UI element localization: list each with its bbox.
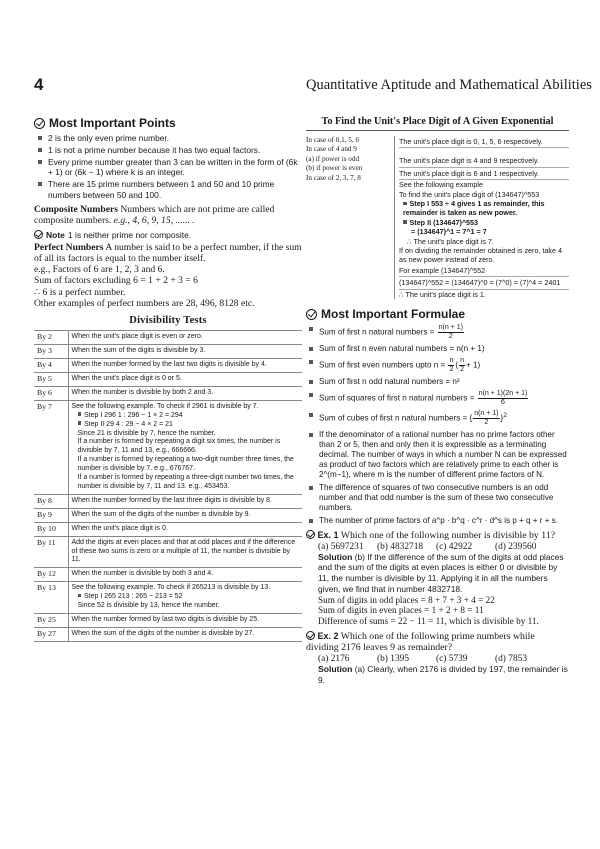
- table-row: By 4 When the number formed by the last two digits is divisible by 4.: [34, 359, 302, 373]
- perfect-example-line: Other examples of perfect numbers are 28, 496, 8128 etc.: [34, 298, 255, 310]
- list-item: The difference of squares of two consecutive numbers is an odd number and that odd number is the sum of these two consecutive numbers.: [306, 483, 569, 513]
- list-item: If the denominator of a rational number has no prime factors other than 2 or 5, then and only then it is expressible as a terminating decimal. The number of ways in which a number N can be expressed as product of two factors which are relatively prime to each other is 2^(m−1), where m is the number of different prime factors of N.: [306, 430, 569, 480]
- perfect-example-line: e.g., Factors of 6 are 1, 2, 3 and 6.: [34, 264, 165, 276]
- checkmark-icon: [34, 118, 45, 129]
- list-item: Sum of squares of first n natural numbers = $\frac{n(n + 1)(2n + 1)}{6}$: [306, 390, 569, 407]
- list-item: Sum of first n odd natural numbers = n²: [306, 377, 569, 387]
- table-row: By 5 When the unit's place digit is 0 or 5.: [34, 373, 302, 387]
- table-row: By 6 When the number is divisible by both 2 and 3.: [34, 386, 302, 400]
- important-points-list: [34, 133, 302, 200]
- fraction: $\frac{n(n + 1)}{2}$: [474, 410, 499, 427]
- formulae-heading: Most Important Formulae: [306, 307, 569, 321]
- example-2-options: (a) 2176 (b) 1395 (c) 5739 (d) 7853: [318, 653, 528, 664]
- list-item: Sum of first n even natural numbers = n(n + 1): [306, 344, 569, 354]
- table-row: By 9 When the sum of the digits of the number is divisible by 9.: [34, 508, 302, 522]
- bullet-icon: [78, 594, 82, 598]
- list-item: Sum of first even numbers upto n = $\frac{n}{2}$ ( $\frac{n}{2}$ + 1): [306, 357, 569, 374]
- example-2: Ex. 2 Which one of the following prime numbers while dividing 2176 leaves 9 as remainder?: [306, 631, 535, 654]
- page-header-title: Quantitative Aptitude and Mathematical Abilities: [306, 77, 592, 93]
- checkmark-icon: [306, 631, 315, 640]
- bullet-icon: [403, 202, 407, 206]
- solution-line: Difference of sums = 22 − 11 = 11, which is divisible by 11.: [318, 616, 539, 627]
- left-column: [34, 116, 302, 642]
- list-item: The number of prime factors of a^p · b^q · c^r · d^s is p + q + r + s.: [306, 516, 569, 526]
- list-item: Sum of first n natural numbers = $\frac{n(n + 1)}{2}$: [306, 324, 569, 341]
- solution-line: Sum of digits in even places = 1 + 2 + 8 = 11: [318, 605, 484, 616]
- perfect-example-line: Sum of factors excluding 6 = 1 + 2 + 3 = 6: [34, 275, 198, 287]
- table-row: By 11 Add the digits at even places and that at odd places and if the difference of these two sums is zero or a multiple of 11, the number is divisible by 11.: [34, 536, 302, 568]
- checkmark-icon: [34, 230, 43, 239]
- table-row: By 12 When the number is divisible by both 3 and 4.: [34, 568, 302, 582]
- table-row: By 3 When the sum of the digits is divisible by 3.: [34, 345, 302, 359]
- fraction: $\frac{n(n + 1)}{2}$: [438, 324, 463, 341]
- example-1-solution: Solution (b) If the difference of the sum of the digits at odd places and the sum of the digits at even places is either 0 or divisible by 11, the number is divisible by 11. Applying it in all the numbers given, we find that in number 4832718.: [318, 551, 564, 594]
- unit-place-table: In case of 0,1, 5, 6 In case of 4 and 9 (a) if power is odd (b) if power is even In case of 2, 3, 7, 8 The unit's place digit is 0, 1, 5, 6 respectively. The unit's place digit is 4 and 9 respectively. The unit's place digit is 6 and 1 respectively. See the following example To find the unit's place digit of (134647)^553 Step I 553 ÷ 4 gives 1 as remainder, this remainder is taken as new power. Step II (134647)^553 = (134647)^1 = 7^1 = 7 ∴ The unit's place digit is 7. If on dividing the remainder obtained is zero, take 4 as new power instead of zero. For example (134647)^552 (134647)^552 = (134647)^0 = (7^0) = (7)^4 = 2401 ∴ The unit's place digit is 1.: [306, 136, 569, 299]
- divisibility-table: [34, 330, 302, 641]
- table-row: By 8 When the number formed by the last three digits is divisible by 8.: [34, 494, 302, 508]
- list-item: There are 15 prime numbers between 1 and 50 and 10 prime numbers between 50 and 100.: [34, 179, 302, 200]
- perfect-numbers-paragraph: Perfect Numbers A number is said to be a perfect number, if the sum of all its factors is equal to the number itself.: [34, 241, 302, 264]
- example-1-options: (a) 5697231 (b) 4832718 (c) 42922 (d) 239560: [318, 541, 537, 552]
- list-item: Every prime number greater than 3 can be written in the form of (6k + 1) or (6k − 1) where k is an integer.: [34, 157, 302, 178]
- fraction: $\frac{n}{2}$: [449, 357, 454, 374]
- checkmark-icon: [306, 530, 315, 539]
- fraction: $\frac{n(n + 1)(2n + 1)}{6}$: [478, 390, 528, 407]
- table-row: By 25 When the number formed by last two digits is divisible by 25.: [34, 613, 302, 627]
- right-column: [306, 116, 569, 685]
- bullet-icon: [78, 412, 82, 416]
- formulae-list: [306, 324, 569, 526]
- table-row: By 27 When the sum of the digits of the number is divisible by 27.: [34, 627, 302, 641]
- table-row: By 2 When the unit's place digit is even or zero.: [34, 331, 302, 345]
- list-item: 2 is the only even prime number.: [34, 133, 302, 143]
- list-item: 1 is not a prime number because it has two equal factors.: [34, 145, 302, 155]
- divisibility-tests-title: Divisibility Tests: [129, 315, 207, 327]
- fraction: $\frac{n}{2}$: [460, 357, 464, 374]
- solution-line: Sum of digits in odd places = 8 + 7 + 3 + 4 = 22: [318, 594, 495, 605]
- note: Note 1 is neither prime nor composite.: [34, 230, 302, 240]
- composite-numbers-paragraph: Composite Numbers Numbers which are not prime are called composite numbers. e.g., 4, 6, 9, 15, ...... .: [34, 203, 275, 227]
- table-row: By 7 See the following example. To check if 2961 is divisible by 7. Step I 296 1 : 296 − 1 × 2 = 294 Step II 29 4 : 29 − 4 × 2 = 21 Since 21 is divisible by 7, hence the number. If a number is formed by repeating a digit six times, the number is divisible by 7, 11 and 13, e.g., 666666. If a number is formed by repeating a two-digit number three times, the number is divisible by 7. e.g., 676767. If a number is formed by repeating a three-digit number two times, the number is divisible by 7, 11 and 13. e.g., 453453.: [34, 400, 302, 494]
- example-1: Ex. 1 Which one of the following number is divisible by 11?: [306, 530, 569, 541]
- page-number: 4: [34, 75, 44, 94]
- table-row: By 13 See the following example. To check if 265213 is divisible by 13. Step I 265 213 : 265 − 213 = 52 Since 52 is divisible by 13, hence the number.: [34, 582, 302, 614]
- important-points-heading: Most Important Points: [34, 116, 302, 130]
- bullet-icon: [403, 220, 407, 224]
- example-2-solution: Solution (a) Clearly, when 2176 is divided by 197, the remainder is 9.: [318, 663, 568, 685]
- list-item: Sum of cubes of first n natural numbers = { $\frac{n(n + 1)}{2}$ }$^2$: [306, 410, 569, 427]
- perfect-example-line: ∴ 6 is a perfect number.: [34, 286, 126, 298]
- checkmark-icon: [306, 309, 317, 320]
- bullet-icon: [78, 421, 82, 425]
- table-row: By 10 When the unit's place digit is 0.: [34, 522, 302, 536]
- unit-place-title: To Find the Unit's Place Digit of A Given Exponential: [306, 116, 569, 131]
